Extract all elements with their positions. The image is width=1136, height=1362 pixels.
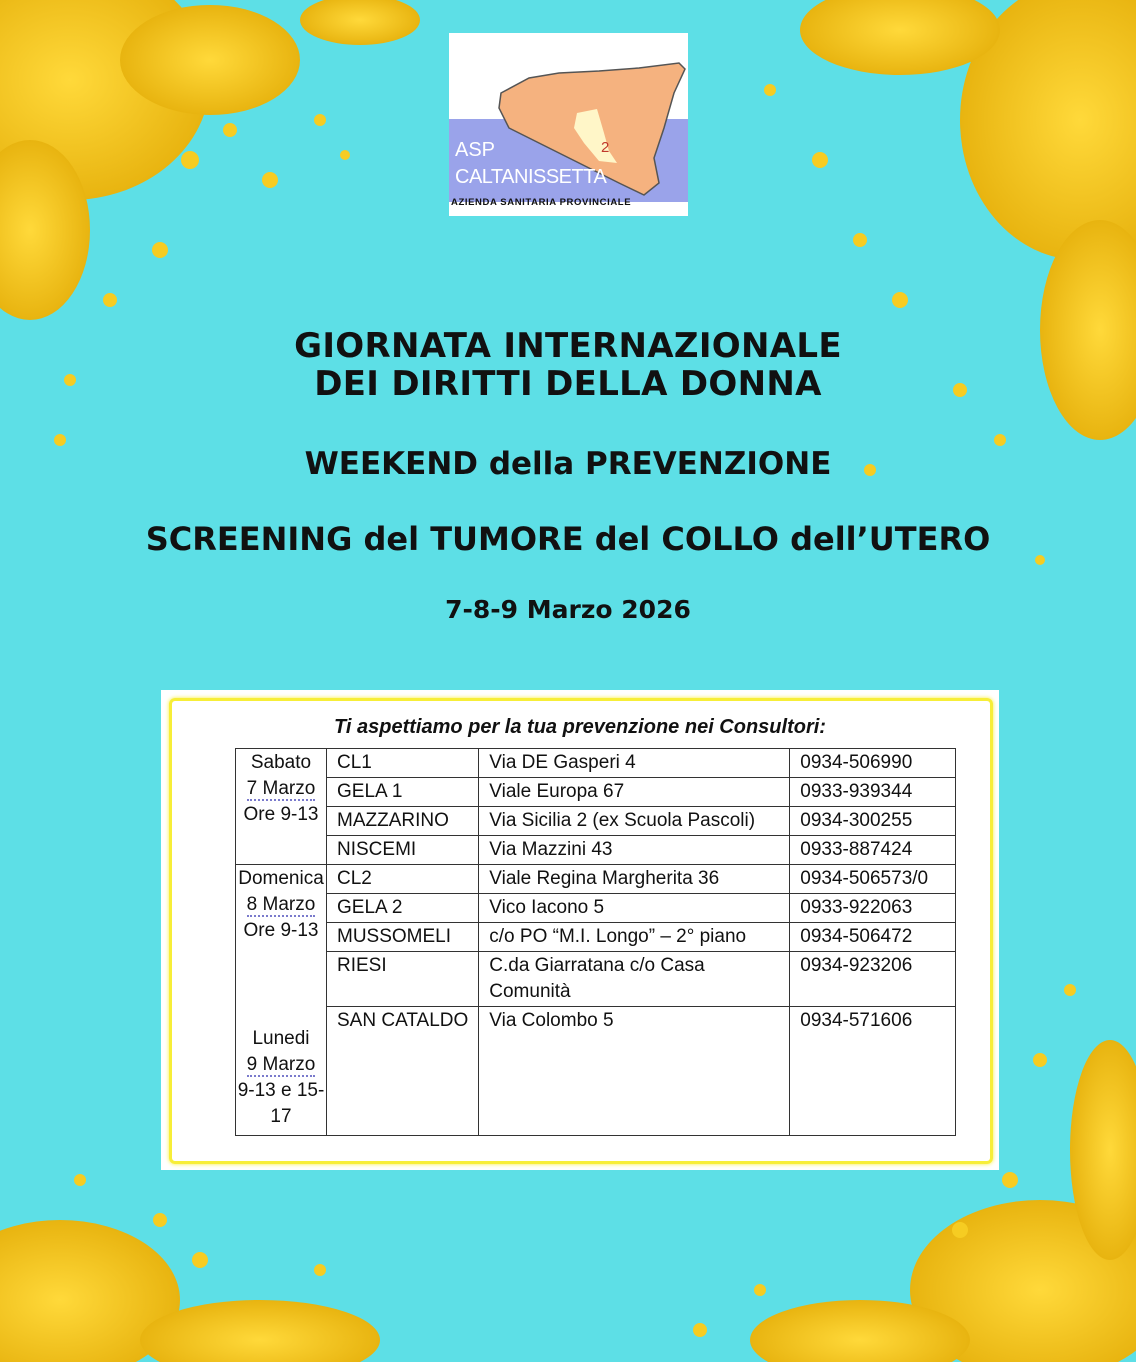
address-cell: Via DE Gasperi 4 [479,749,790,778]
address-line-2: Comunità [489,981,571,1002]
day-hours: Ore 9-13 [243,804,319,825]
phone-cell: 0934-300255 [790,807,956,836]
site-cell: CL2 [327,865,479,894]
table-row [236,1007,956,1136]
card-title: Ti aspettiamo per la tua prevenzione nei Consultori: [334,716,826,738]
table-row [236,836,956,865]
phone-cell: 0933-887424 [790,836,956,865]
day-date: 8 Marzo [246,894,316,915]
table-row [236,952,956,1007]
title-line-1: GIORNATA INTERNAZIONALE [294,326,842,366]
address-cell: Via Colombo 5 [479,1007,790,1136]
subtitle: WEEKEND della PREVENZIONE [304,446,832,482]
address-line-1: C.da Giarratana c/o Casa [489,955,705,976]
day-date: 7 Marzo [246,778,316,799]
day-name: Sabato [250,752,312,773]
day-cell-sunday-monday [236,865,327,1136]
phone-cell: 0933-922063 [790,894,956,923]
site-cell: MAZZARINO [327,807,479,836]
address-cell: Viale Regina Margherita 36 [479,865,790,894]
address-cell: Via Sicilia 2 (ex Scuola Pascoli) [479,807,790,836]
day-hours-cont: 17 [270,1106,292,1127]
phone-cell: 0933-939344 [790,778,956,807]
site-cell: NISCEMI [327,836,479,865]
table-row [236,749,956,778]
site-cell: SAN CATALDO [327,1007,479,1136]
day-name: Lunedi [252,1028,310,1049]
consultori-card [161,690,999,1170]
sicily-map-icon [449,33,688,216]
table-row [236,894,956,923]
site-cell: MUSSOMELI [327,923,479,952]
address-cell: Via Mazzini 43 [479,836,790,865]
screening-title: SCREENING del TUMORE del COLLO dell’UTERO [145,520,991,558]
phone-cell: 0934-571606 [790,1007,956,1136]
site-cell: GELA 1 [327,778,479,807]
svg-text:2: 2 [601,139,610,156]
phone-cell: 0934-506573/0 [790,865,956,894]
logo-caltanissetta: CALTANISSETTA [455,166,607,188]
logo-azienda: AZIENDA SANITARIA PROVINCIALE [451,197,632,208]
phone-cell: 0934-506990 [790,749,956,778]
main-title [0,327,1136,403]
logo-asp: ASP [455,139,496,161]
day-date: 9 Marzo [246,1054,316,1075]
day-name: Domenica [238,868,324,889]
table-row [236,778,956,807]
table-row [236,865,956,894]
phone-cell: 0934-506472 [790,923,956,952]
day-hours: 9-13 e 15- [237,1080,325,1101]
address-cell [479,952,790,1007]
site-cell: RIESI [327,952,479,1007]
phone-cell: 0934-923206 [790,952,956,1007]
table-row [236,923,956,952]
site-cell: GELA 2 [327,894,479,923]
table-row [236,807,956,836]
consultori-table [235,748,956,1136]
event-dates: 7-8-9 Marzo 2026 [445,595,691,624]
address-cell: c/o PO “M.I. Longo” – 2° piano [479,923,790,952]
day-cell-saturday [236,749,327,865]
title-line-2: DEI DIRITTI DELLA DONNA [314,364,822,404]
site-cell: CL1 [327,749,479,778]
address-cell: Viale Europa 67 [479,778,790,807]
asp-logo [449,33,688,216]
address-cell: Vico Iacono 5 [479,894,790,923]
day-hours: Ore 9-13 [243,920,319,941]
